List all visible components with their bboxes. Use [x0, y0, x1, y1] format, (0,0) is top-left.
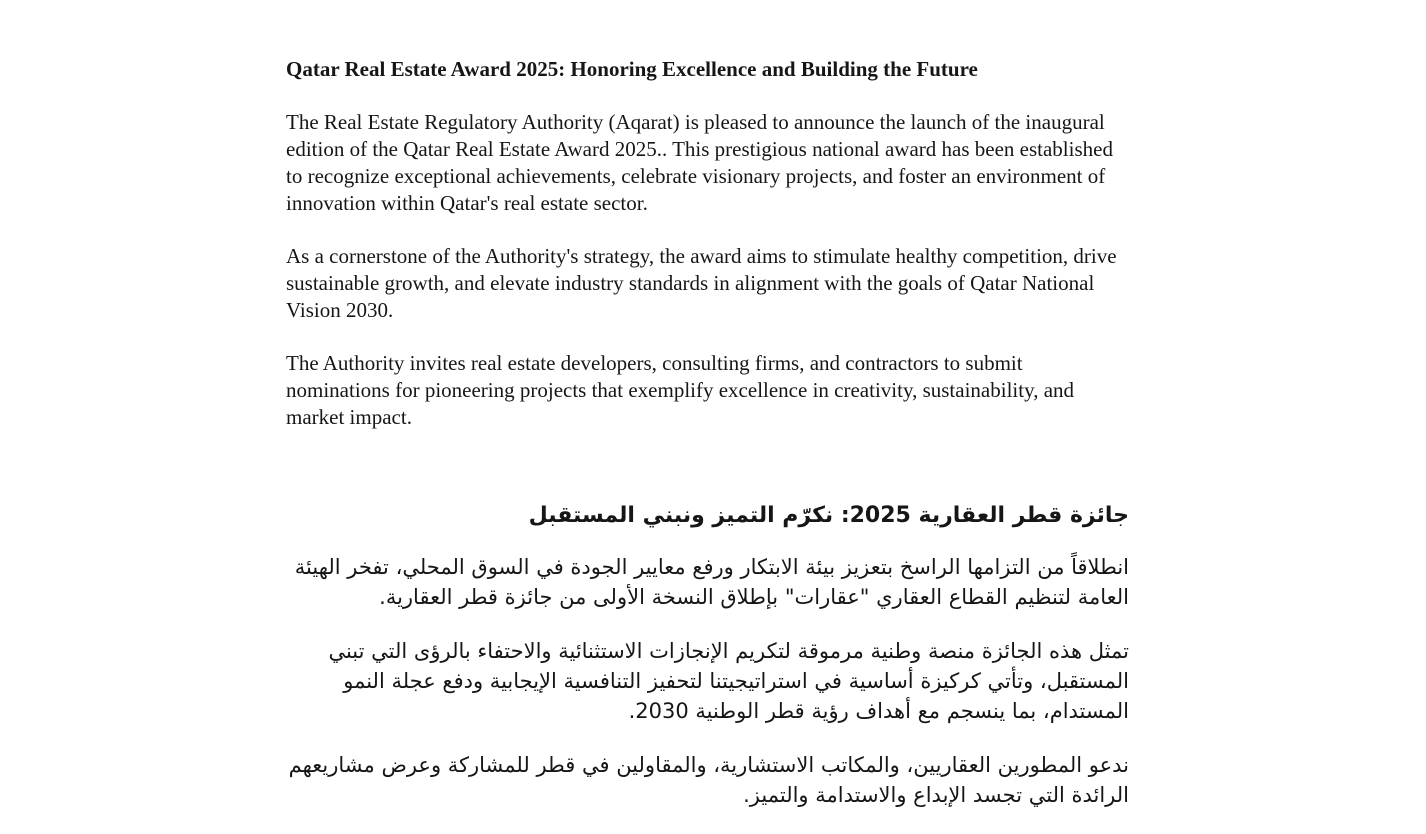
document-page	[286, 56, 1129, 834]
arabic-paragraph-3: ندعو المطورين العقاريين، والمكاتب الاستشارية، والمقاولين في قطر للمشاركة وعرض مشاريعهم الرائدة التي تجسد الإبداع والاستدامة والتميز.	[288, 753, 1129, 807]
arabic-section	[286, 500, 1129, 810]
english-paragraph-3: The Authority invites real estate developers, consulting firms, and contractors to submit nominations for pioneering projects that exemplify excellence in creativity, sustainability, and market impact.	[286, 351, 1075, 429]
english-paragraph-1: The Real Estate Regulatory Authority (Aqarat) is pleased to announce the launch of the inaugural edition of the Qatar Real Estate Award 2025.. This prestigious national award has been established to recognize exceptional achievements, celebrate visionary projects, and foster an environment of innovation within Qatar's real estate sector.	[286, 110, 1113, 215]
arabic-paragraph-2: تمثل هذه الجائزة منصة وطنية مرموقة لتكريم الإنجازات الاستثنائية والاحتفاء بالرؤى التي تبني المستقبل، وتأتي كركيزة أساسية في استراتيجيتنا لتحفيز التنافسية الإيجابية ودفع عجلة النمو المستدام، بما ينسجم مع أهداف رؤية قطر الوطنية 2030.	[328, 639, 1129, 723]
english-paragraph-2: As a cornerstone of the Authority's strategy, the award aims to stimulate healthy competition, drive sustainable growth, and elevate industry standards in alignment with the goals of Qatar National Vision 2030.	[286, 244, 1117, 322]
english-title: Qatar Real Estate Award 2025: Honoring Excellence and Building the Future	[286, 57, 978, 81]
arabic-title: جائزة قطر العقارية 2025: نكرّم التميز ونبني المستقبل	[528, 503, 1129, 528]
arabic-paragraph-1: انطلاقاً من التزامها الراسخ بتعزيز بيئة الابتكار ورفع معايير الجودة في السوق المحلي، تفخر الهيئة العامة لتنظيم القطاع العقاري "عقارات" بإطلاق النسخة الأولى من جائزة قطر العقارية.	[294, 555, 1129, 609]
